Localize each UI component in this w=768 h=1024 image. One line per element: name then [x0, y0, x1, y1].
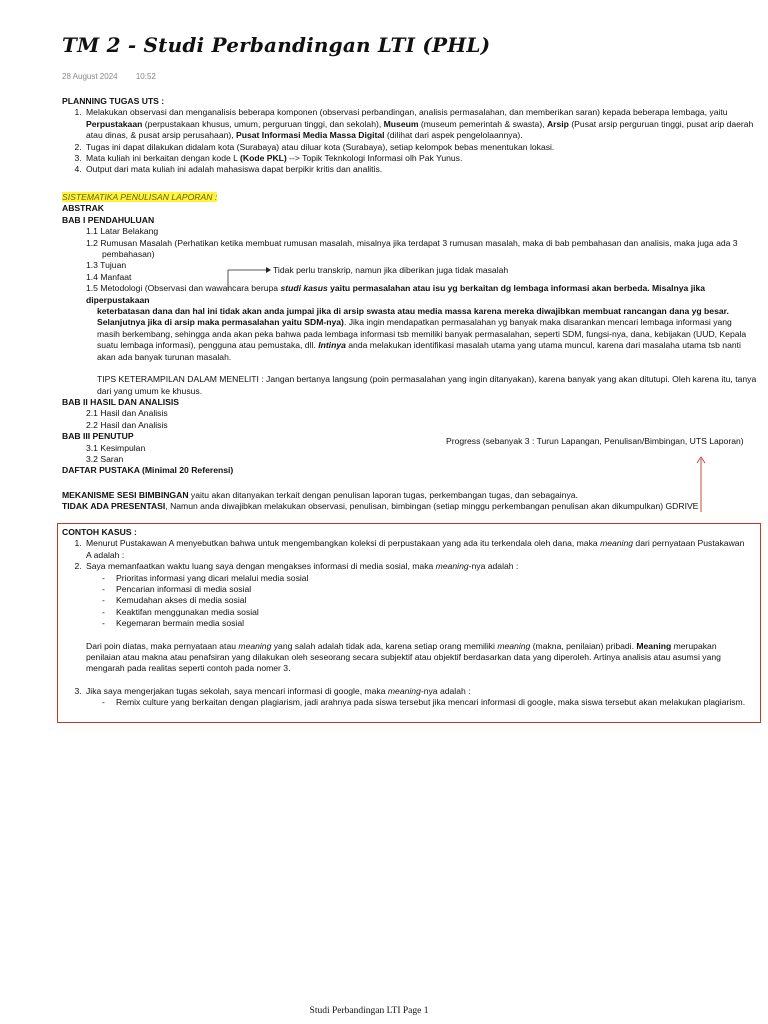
contoh-list	[62, 538, 756, 708]
sistematika-heading: SISTEMATIKA PENULISAN LAPORAN :	[62, 192, 218, 202]
contoh-text: -nya adalah :	[468, 561, 519, 572]
outline-bold: yaitu permasalahan atau isu yg berkaitan dg lembaga informasi akan berbeda. Misalnya jika diperpustakaan	[86, 283, 706, 305]
contoh-text: merupakan	[671, 640, 717, 651]
contoh-sublist	[86, 697, 756, 708]
tujuan-arrow	[228, 267, 271, 290]
planning-item-text: (dilihat dari aspek pengelolaannya).	[384, 130, 523, 141]
planning-item-bold: Museum	[383, 118, 419, 129]
outline-line: masih berkembang, sehingga anda akan peka bahwa pada lembaga informasi tsb memiliki banyak permasalahan, seperti SDM, fungsi-nya, dana, kebijakan (UUD, Kepala	[97, 328, 747, 339]
contoh-sublist	[86, 573, 756, 630]
contoh-subitem: - Keaktifan menggunakan media sosial	[100, 607, 756, 618]
planning-item-bold: (Kode PKL)	[240, 153, 287, 164]
daftar-pustaka-heading: DAFTAR PUSTAKA (Minimal 20 Referensi)	[62, 465, 234, 476]
planning-item: 4. Output dari mata kuliah ini adalah mahasiswa dapat berpikir kritis dan analitis.	[84, 164, 758, 175]
outline-item: 1.4 Manfaat	[86, 271, 132, 282]
contoh-subitem: - Prioritas informasi yang dicari melalui media sosial	[100, 573, 756, 584]
contoh-paragraph: penilaian atau makna atau penafsiran yang dilakukan oleh seseorang secara subjektif atau objektif berdasarkan data yang diperoleh. Artinya analisis atau asumsi yang	[86, 652, 721, 663]
spacer	[86, 675, 756, 686]
outline-text: anda melakukan identifikasi masalah utama yang utama muncul, karena dari masalaha utama tsb nanti	[345, 340, 741, 351]
contoh-text: (makna, penilaian) pribadi.	[530, 640, 637, 651]
mekanisme-bold: MEKANISME SESI BIMBINGAN	[62, 490, 189, 500]
contoh-paragraph: mengarah pada realitas seperti contoh pada nomer 3.	[86, 663, 291, 674]
contoh-bold: Meaning	[636, 640, 672, 651]
outline-bold-line: keterbatasan dana dan hal ini tidak akan anda jumpai jika di arsip swasta atau media massa karena mereka diwajibkan membuat rancangan dana yg besar.	[97, 306, 729, 317]
contoh-italic: meaning	[387, 685, 421, 696]
outline-item: 2.2 Hasil dan Analisis	[86, 419, 168, 430]
contoh-italic: meaning	[435, 561, 469, 572]
outline-bold: Selanjutnya jika di arsip maka permasalahan yaitu SDM-nya)	[97, 317, 344, 328]
footer-text: Studi Perbandingan LTI Page 1	[309, 1006, 429, 1016]
outline-line: akan ada banyak turunan masalah.	[97, 351, 232, 362]
page-date: 28 August 2024	[62, 72, 118, 81]
presentasi-line	[62, 501, 758, 512]
presentasi-text: , Namun anda diwajibkan melakukan observasi, penulisan, bimbingan (setiap minggu perkembangan penulisan akan dikumpulkan) GDRIVE	[165, 501, 699, 512]
planning-item-bold: Perpustakaan	[86, 118, 143, 129]
contoh-item	[84, 561, 756, 686]
tips-line: dari yang umum ke khusus.	[97, 385, 203, 396]
contoh-heading: CONTOH KASUS :	[62, 527, 137, 537]
planning-item: 2. Tugas ini dapat dilakukan didalam kota (Surabaya) atau diluar kota (Surabaya), setiap kelompok bebas menentukan lokasi.	[84, 142, 758, 153]
page-title: TM 2 - Studi Perbandingan LTI (PHL)	[62, 33, 491, 57]
contoh-subitem: - Kegemaran bermain media sosial	[100, 618, 756, 629]
contoh-subitem: - Kemudahan akses di media sosial	[100, 595, 756, 606]
outline-italic: studi kasus	[280, 283, 328, 294]
planning-heading: PLANNING TUGAS UTS :	[62, 96, 165, 106]
planning-item-bold: Pusat Informasi Media Massa Digital	[236, 130, 385, 141]
outline-item: 1.2 Rumusan Masalah (Perhatikan ketika membuat rumusan masalah, misalnya jika terdapat 3 rumusan masalah, maka di bab pembahasan dan analisis, maka juga ada 3	[86, 237, 738, 248]
contoh-italic: meaning	[238, 640, 272, 651]
outline-text: suatu lembaga informasi), pengguna atau pemustaka, dll.	[97, 340, 319, 351]
page-footer	[0, 1006, 768, 1017]
mekanisme-section	[62, 490, 758, 513]
contoh-text: yang salah adalah tidak ada, karena setiap orang memiliki	[271, 640, 498, 651]
contoh-text: dari pernyataan Pustakawan	[633, 538, 745, 549]
planning-item-text: (museum pemerintah & swasta),	[418, 118, 547, 129]
contoh-item	[84, 538, 756, 561]
page-time: 10:52	[135, 72, 156, 81]
outline-item: 1.3 Tujuan	[86, 260, 127, 271]
tujuan-note: Tidak perlu transkrip, namun jika diberikan juga tidak masalah	[273, 265, 509, 275]
outline-text: . Jika ingin mendapatkan permasalahan yg banyak maka disarankan mencari lembaga informasi yang	[343, 317, 732, 328]
contoh-paragraph	[86, 641, 756, 652]
contoh-text: Dari poin diatas, maka pernyataan atau	[86, 640, 239, 651]
outline-item: 3.2 Saran	[86, 453, 124, 464]
outline-item: 1.1 Latar Belakang	[86, 226, 159, 237]
contoh-italic: meaning	[600, 538, 634, 549]
contoh-subitem: - Remix culture yang berkaitan dengan plagiarism, jadi arahnya pada siswa tersebut jika mencari informasi di google, maka siswa tersebut akan melakukan plagiarism.	[100, 697, 756, 708]
planning-item-text: --> Topik Teknkologi Informasi olh Pak Yunus.	[286, 153, 463, 164]
abstrak-heading: ABSTRAK	[62, 203, 105, 214]
bab3-heading: BAB III PENUTUP	[62, 431, 134, 442]
contoh-subitem: - Pencarian informasi di media sosial	[100, 584, 756, 595]
outline-item: 3.1 Kesimpulan	[86, 442, 146, 453]
planning-item-text: (perpustakaan khusus, umum, perguruan tinggi, dan sekolah),	[142, 118, 384, 129]
planning-item-text: (Pusat arsip perguruan tinggi, pusat arip daerah atau dinas, & pusat arsip perusahaan),	[86, 118, 754, 141]
bab2-heading: BAB II HASIL DAN ANALISIS	[62, 396, 179, 407]
contoh-text: Saya memanfaatkan waktu luang saya dengan mengakses informasi di media sosial, maka	[86, 561, 436, 572]
presentasi-bold: TIDAK ADA PRESENTASI	[62, 501, 166, 512]
tips-line: TIPS KETERAMPILAN DALAM MENELITI : Jangan bertanya langsung (poin permasalahan yang ingin ditanyakan), karena banyak yang akan ditutupi. Oleh karena itu, tanya	[97, 374, 757, 385]
outline-item: 2.1 Hasil dan Analisis	[86, 408, 168, 419]
contoh-text: A adalah :	[86, 549, 125, 560]
contoh-text: Jika saya mengerjakan tugas sekolah, saya mencari informasi di google, maka	[86, 685, 388, 696]
mekanisme-line	[62, 490, 758, 501]
mekanisme-text: yaitu akan ditanyakan terkait dengan penulisan laporan tugas, perkembangan tugas, dan sebagainya.	[188, 490, 578, 500]
progress-note: Progress (sebanyak 3 : Turun Lapangan, Penulisan/Bimbingan, UTS Laporan)	[446, 436, 744, 446]
contoh-item	[84, 686, 756, 709]
contoh-italic: meaning	[497, 640, 531, 651]
spacer	[86, 630, 756, 641]
contoh-text: Menurut Pustakawan A menyebutkan bahwa untuk mengembangkan koleksi di perpustakaan yang ada itu terkendala oleh dana, maka	[86, 538, 601, 549]
planning-item-text: Mata kuliah ini berkaitan dengan kode L	[86, 153, 240, 164]
planning-item-text: Melakukan observasi dan menganalisis beberapa komponen (observasi perbandingan, analisis permasalahan, dan memberikan saran) kepada beberapa lembaga, yaitu	[86, 107, 728, 118]
outline-item-cont: pembahasan)	[102, 249, 155, 260]
bab1-heading: BAB I PENDAHULUAN	[62, 214, 155, 225]
contoh-kasus-section	[62, 527, 756, 709]
outline-italic: Intinya	[318, 340, 346, 351]
outline-text: 1.5 Metodologi (Observasi dan wawancara berupa	[86, 283, 281, 294]
contoh-text: -nya adalah :	[420, 685, 471, 696]
planning-item-bold: Arsip	[546, 118, 569, 129]
